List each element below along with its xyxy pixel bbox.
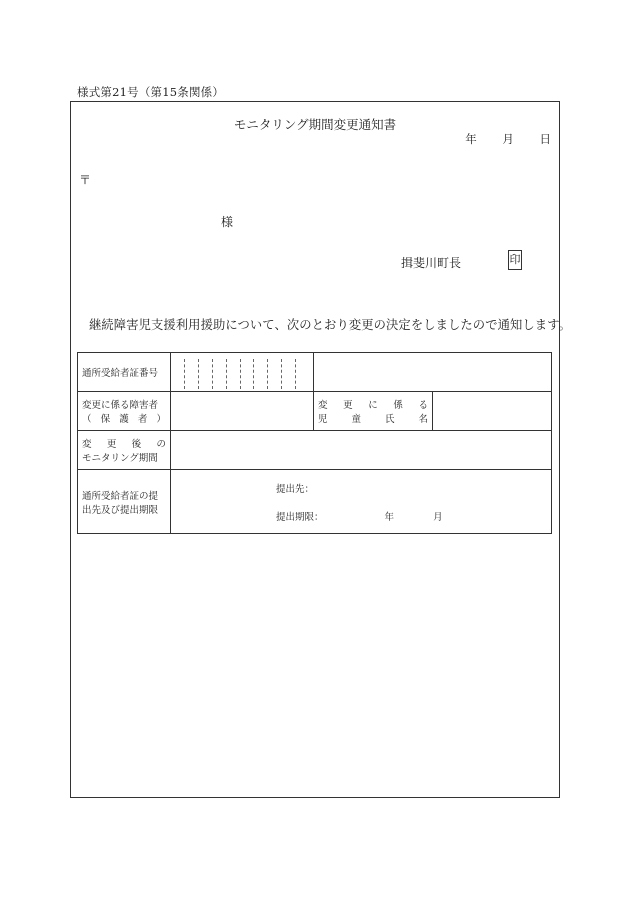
date-year: 年 <box>465 132 477 146</box>
guardian-label-sub: （ 保 護 者 ） <box>82 414 166 425</box>
cert-number-cells <box>171 356 309 389</box>
notice-frame <box>70 101 572 798</box>
deadline-month: 月 <box>433 511 443 523</box>
document-title: モニタリング期間変更通知書 <box>233 117 397 132</box>
postal-mark: 〒 <box>79 173 92 187</box>
cert-number-field[interactable] <box>171 353 314 392</box>
child-name-label: 変 更 に 係 る 児 童 氏 名 <box>314 392 433 431</box>
table-row <box>78 353 552 392</box>
cert-number-label: 通所受給者証番号 <box>78 353 171 392</box>
submission-label: 通所受給者証の提 出先及び提出期限 <box>78 470 171 534</box>
form-number: 様式第21号（第15条関係） <box>77 85 225 99</box>
guardian-field[interactable] <box>171 392 314 431</box>
submission-field[interactable] <box>171 470 552 534</box>
table-row <box>78 392 552 431</box>
deadline-line <box>276 509 547 523</box>
date-day: 日 <box>539 132 551 146</box>
issuer-name: 揖斐川町長 <box>401 256 462 270</box>
deadline-label: 提出期限： <box>276 511 324 523</box>
guardian-label: 変更に係る障害者 （ 保 護 者 ） <box>78 392 171 431</box>
seal-box: 印 <box>508 250 522 270</box>
table-row <box>78 431 552 470</box>
table-row <box>78 470 552 534</box>
period-label: 変 更 後 の モニタリング期間 <box>78 431 171 470</box>
recipient-honorific: 様 <box>221 215 234 229</box>
cert-number-blank <box>314 353 552 392</box>
submit-to-label: 提出先： <box>276 483 315 495</box>
info-table <box>77 352 552 534</box>
date-line <box>443 131 551 147</box>
date-month: 月 <box>502 132 514 146</box>
child-name-field[interactable] <box>433 392 552 431</box>
period-field[interactable] <box>171 431 552 470</box>
notice-body: 継続障害児支援利用援助について、次のとおり変更の決定をしましたので通知します。 <box>89 318 572 332</box>
deadline-year: 年 <box>384 511 395 523</box>
